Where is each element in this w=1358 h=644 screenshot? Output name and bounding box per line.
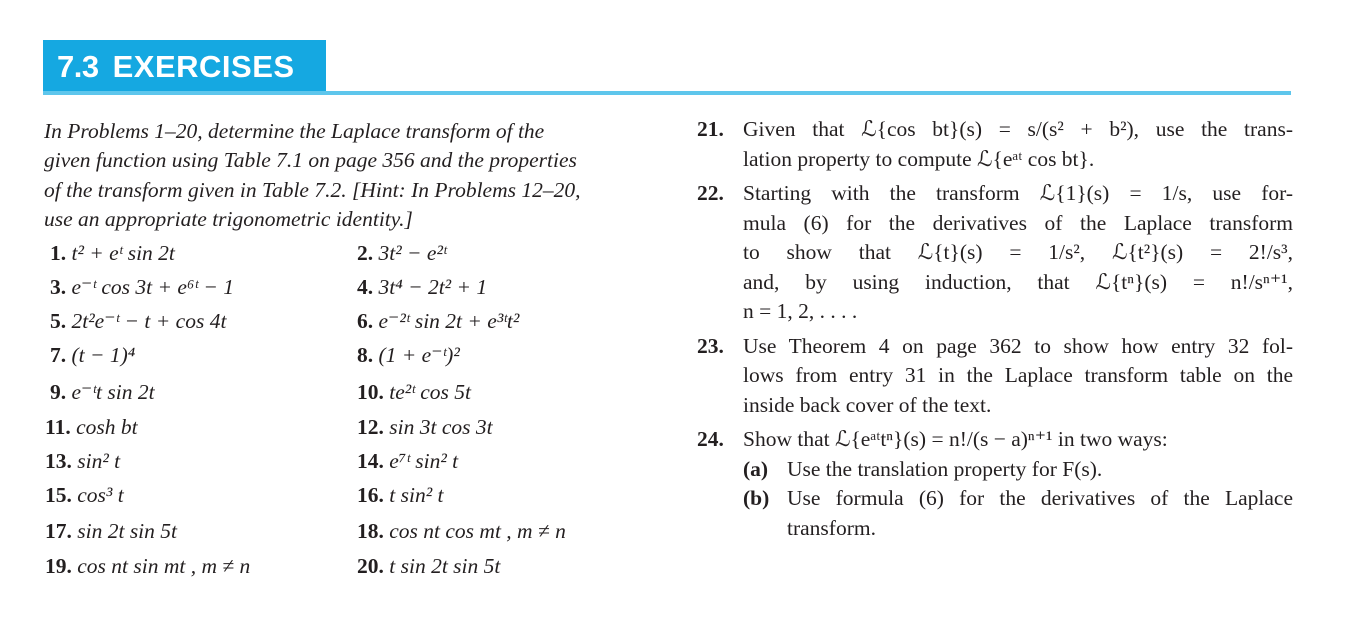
problem-12: 12. sin 3t cos 3t (357, 415, 493, 439)
problem-11: 11. cosh bt (45, 415, 138, 439)
exercise-22 (697, 179, 1293, 327)
header-rule (43, 91, 1291, 95)
part-label: (b) (743, 486, 770, 510)
exercise-line: inside back cover of the text. (743, 392, 992, 417)
problem-1: 1. t² + eᵗ sin 2t (50, 241, 175, 265)
problem-7: 7. (t − 1)⁴ (50, 343, 136, 367)
instructions (44, 117, 644, 234)
exercise-21 (697, 115, 1293, 174)
exercise-number: 24. (697, 427, 724, 451)
part-line: Use formula (6) for the derivatives of the Laplace (787, 486, 1293, 510)
exercise-number: 22. (697, 181, 724, 205)
exercise-line: n = 1, 2, . . . . (743, 299, 858, 323)
problem-5: 5. 2t²e⁻ᵗ − t + cos 4t (50, 309, 227, 333)
exercise-line: Use Theorem 4 on page 362 to show how entry 32 fol- (743, 333, 1293, 358)
problem-17: 17. sin 2t sin 5t (45, 519, 178, 543)
exercise-number: 23. (697, 333, 724, 358)
part-line: Use the translation property for F(s). (787, 456, 1103, 481)
problem-14: 14. e⁷ᵗ sin² t (357, 449, 459, 473)
problem-15: 15. cos³ t (45, 483, 124, 507)
instructions-line: In Problems 1–20, determine the Laplace transform of the (44, 119, 545, 143)
problem-13: 13. sin² t (45, 449, 121, 473)
problem-4: 4. 3t⁴ − 2t² + 1 (357, 275, 488, 299)
exercise-part-b (743, 484, 1293, 543)
exercise-24 (697, 425, 1293, 543)
problem-9: 9. e⁻ᵗt sin 2t (50, 380, 155, 404)
exercise-line: to show that ℒ{t}(s) = 1/s², ℒ{t²}(s) = 2!/s³, (743, 240, 1293, 264)
exercise-number: 21. (697, 117, 724, 141)
part-label: (a) (743, 456, 769, 481)
section-title: EXERCISES (112, 48, 295, 84)
exercise-list (697, 115, 1293, 543)
exercise-line: mula (6) for the derivatives of the Laplace transform (743, 210, 1293, 235)
section-number: 7.3 (57, 48, 99, 84)
problem-8: 8. (1 + e⁻ᵗ)² (357, 343, 460, 367)
instructions-line: use an appropriate trigonometric identity.] (44, 206, 413, 231)
exercise-line: and, by using induction, that ℒ{tⁿ}(s) = n!/sⁿ⁺¹, (743, 269, 1293, 294)
problem-2: 2. 3t² − e²ᵗ (357, 241, 447, 265)
exercise-line: Show that ℒ{eᵃᵗtⁿ}(s) = n!/(s − a)ⁿ⁺¹ in two ways: (743, 427, 1168, 451)
problem-6: 6. e⁻²ᵗ sin 2t + e³ᵗt² (357, 309, 520, 333)
exercise-line: Given that ℒ{cos bt}(s) = s/(s² + b²), use the trans- (743, 117, 1293, 141)
problem-10: 10. te²ᵗ cos 5t (357, 380, 471, 404)
instructions-line: given function using Table 7.1 on page 356 and the properties (44, 148, 577, 173)
problem-19: 19. cos nt sin mt , m ≠ n (45, 554, 251, 578)
exercise-line: Starting with the transform ℒ{1}(s) = 1/s, use for- (743, 181, 1293, 205)
problem-3: 3. e⁻ᵗ cos 3t + e⁶ᵗ − 1 (50, 275, 235, 299)
problem-20: 20. t sin 2t sin 5t (357, 554, 501, 578)
instructions-line: of the transform given in Table 7.2. [Hint: In Problems 12–20, (44, 177, 581, 202)
section-header (43, 40, 326, 93)
exercise-23 (697, 332, 1293, 421)
exercise-part-a (743, 455, 1293, 485)
problem-16: 16. t sin² t (357, 483, 444, 507)
problem-18: 18. cos nt cos mt , m ≠ n (357, 519, 566, 543)
exercise-line: lows from entry 31 in the Laplace transform table on the (743, 363, 1293, 387)
exercise-line: lation property to compute ℒ{eᵃᵗ cos bt}. (743, 146, 1095, 171)
part-line: transform. (787, 515, 876, 540)
